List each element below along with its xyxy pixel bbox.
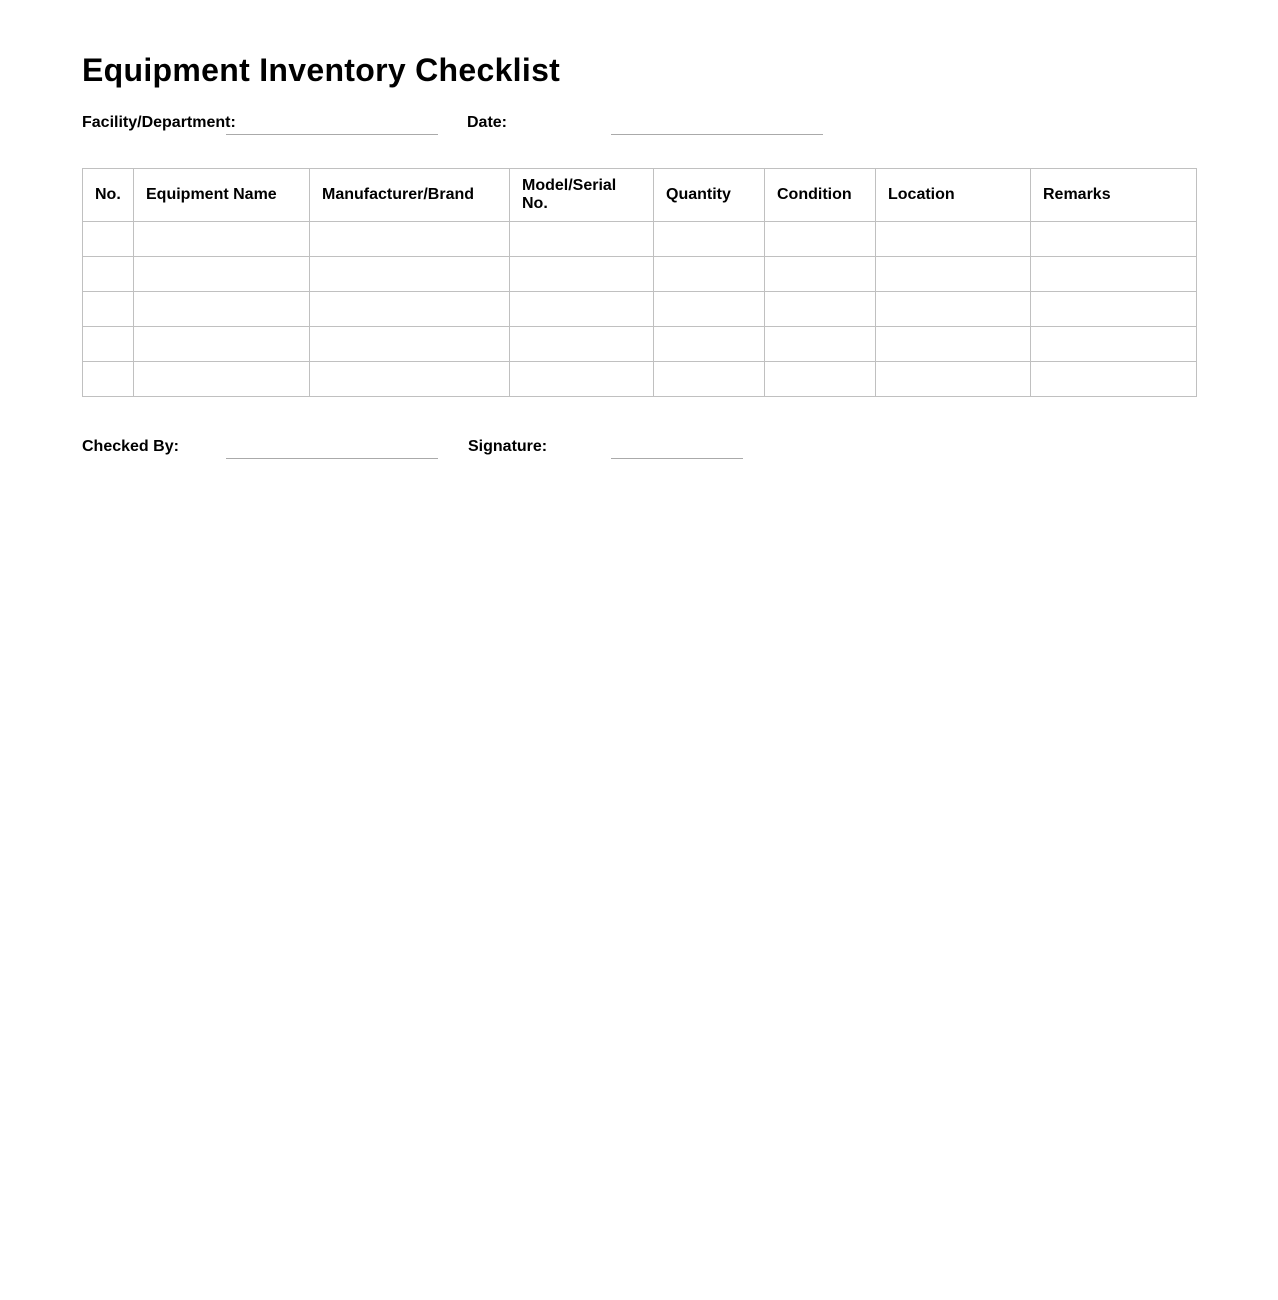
cell-no[interactable] xyxy=(83,222,134,257)
signature-label: Signature: xyxy=(468,438,548,455)
column-header-quantity: Quantity xyxy=(654,169,765,222)
signature-field[interactable] xyxy=(611,458,743,459)
facility-department-field[interactable] xyxy=(226,134,438,135)
cell-remarks[interactable] xyxy=(1031,222,1197,257)
date-label: Date: xyxy=(467,114,508,131)
cell-remarks[interactable] xyxy=(1031,362,1197,397)
table-row xyxy=(83,292,1197,327)
table-row xyxy=(83,362,1197,397)
cell-quantity[interactable] xyxy=(654,292,765,327)
cell-location[interactable] xyxy=(876,222,1031,257)
column-header-remarks: Remarks xyxy=(1031,169,1197,222)
cell-no[interactable] xyxy=(83,257,134,292)
cell-condition[interactable] xyxy=(765,292,876,327)
cell-model-serial-no[interactable] xyxy=(510,257,654,292)
column-header-condition: Condition xyxy=(765,169,876,222)
cell-no[interactable] xyxy=(83,362,134,397)
cell-equipment-name[interactable] xyxy=(134,222,310,257)
cell-remarks[interactable] xyxy=(1031,327,1197,362)
column-header-location: Location xyxy=(876,169,1031,222)
cell-equipment-name[interactable] xyxy=(134,327,310,362)
page-title: Equipment Inventory Checklist xyxy=(82,52,561,88)
table-header-row xyxy=(83,169,1197,222)
cell-quantity[interactable] xyxy=(654,222,765,257)
cell-model-serial-no[interactable] xyxy=(510,327,654,362)
cell-equipment-name[interactable] xyxy=(134,292,310,327)
table-row xyxy=(83,327,1197,362)
column-header-no: No. xyxy=(83,169,134,222)
checked-by-label: Checked By: xyxy=(82,438,179,455)
cell-manufacturer-brand[interactable] xyxy=(310,222,510,257)
cell-location[interactable] xyxy=(876,292,1031,327)
cell-condition[interactable] xyxy=(765,257,876,292)
cell-model-serial-no[interactable] xyxy=(510,292,654,327)
cell-condition[interactable] xyxy=(765,222,876,257)
cell-manufacturer-brand[interactable] xyxy=(310,362,510,397)
cell-equipment-name[interactable] xyxy=(134,257,310,292)
inventory-table xyxy=(82,168,1197,397)
cell-location[interactable] xyxy=(876,257,1031,292)
column-header-model-serial-no: Model/Serial No. xyxy=(510,169,654,222)
cell-manufacturer-brand[interactable] xyxy=(310,292,510,327)
cell-manufacturer-brand[interactable] xyxy=(310,257,510,292)
column-header-manufacturer-brand: Manufacturer/Brand xyxy=(310,169,510,222)
cell-condition[interactable] xyxy=(765,327,876,362)
column-header-equipment-name: Equipment Name xyxy=(134,169,310,222)
cell-equipment-name[interactable] xyxy=(134,362,310,397)
cell-quantity[interactable] xyxy=(654,327,765,362)
cell-quantity[interactable] xyxy=(654,362,765,397)
cell-location[interactable] xyxy=(876,327,1031,362)
cell-remarks[interactable] xyxy=(1031,257,1197,292)
cell-model-serial-no[interactable] xyxy=(510,362,654,397)
cell-quantity[interactable] xyxy=(654,257,765,292)
cell-location[interactable] xyxy=(876,362,1031,397)
cell-condition[interactable] xyxy=(765,362,876,397)
cell-remarks[interactable] xyxy=(1031,292,1197,327)
cell-no[interactable] xyxy=(83,327,134,362)
date-field[interactable] xyxy=(611,134,823,135)
cell-manufacturer-brand[interactable] xyxy=(310,327,510,362)
cell-no[interactable] xyxy=(83,292,134,327)
table-row xyxy=(83,257,1197,292)
cell-model-serial-no[interactable] xyxy=(510,222,654,257)
table-row xyxy=(83,222,1197,257)
facility-department-label: Facility/Department: xyxy=(82,114,236,131)
checked-by-field[interactable] xyxy=(226,458,438,459)
